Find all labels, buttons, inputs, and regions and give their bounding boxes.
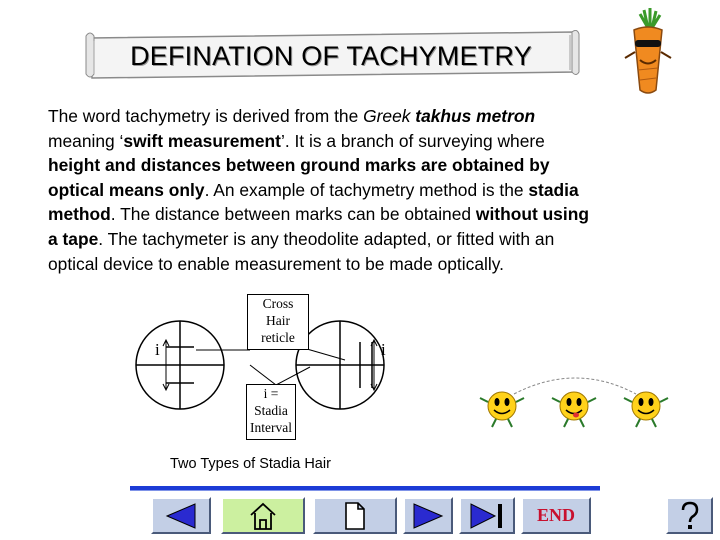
text-run: Greek <box>363 106 416 126</box>
smiley-juggler-icon <box>476 372 676 432</box>
text-run: . The distance between marks can be obtained <box>110 204 476 225</box>
help-button[interactable] <box>666 497 713 534</box>
text-run: meaning ‘ <box>48 130 124 151</box>
right-interval-label: i <box>381 340 386 359</box>
house-icon <box>247 501 279 531</box>
next-slide-button[interactable] <box>403 497 453 534</box>
callout-line: Hair <box>266 313 290 328</box>
paragraph-line <box>48 252 688 277</box>
end-button[interactable] <box>521 497 591 534</box>
left-interval-label: i <box>155 340 160 359</box>
callout-line: Interval <box>250 420 292 435</box>
end-button-label: END <box>533 505 579 526</box>
smiley-right <box>624 392 668 427</box>
text-run: method <box>48 204 111 225</box>
skip-end-icon <box>467 502 507 530</box>
title-banner <box>82 30 580 80</box>
triangle-left-icon <box>163 502 199 530</box>
stadia-hair-diagram <box>130 290 410 450</box>
carrot-mascot-icon <box>618 6 678 96</box>
text-run: . The tachymeter is any theodolite adapted, or fitted with an <box>98 228 555 249</box>
new-page-button[interactable] <box>313 497 397 534</box>
text-run: ’. It is a branch of surveying where <box>280 130 545 151</box>
page-title: DEFINATION OF TACHYMETRY <box>130 41 532 71</box>
callout-line: Stadia <box>254 403 288 418</box>
callout-line: Cross <box>262 296 294 311</box>
callout-line: i = <box>263 386 279 401</box>
page-icon <box>342 501 368 531</box>
paragraph-line <box>48 153 688 178</box>
paragraph-line <box>48 227 688 252</box>
text-run: height and distances between ground marks are obtained by <box>48 155 550 176</box>
text-run: swift measurement <box>123 130 281 151</box>
cross-hair-callout <box>247 294 309 350</box>
text-run: The word tachymetry is derived from the <box>48 106 364 126</box>
text-run: a tape <box>48 228 99 249</box>
text-run: . An example of tachymetry method is the <box>204 179 529 200</box>
paragraph-line <box>48 129 688 154</box>
home-button[interactable] <box>221 497 305 534</box>
definition-paragraph <box>48 104 688 276</box>
triangle-right-icon <box>410 502 446 530</box>
previous-slide-button[interactable] <box>151 497 211 534</box>
stadia-interval-callout <box>246 384 296 440</box>
nav-divider <box>130 486 600 491</box>
last-slide-button[interactable] <box>459 497 515 534</box>
smiley-left <box>480 392 524 427</box>
callout-line: reticle <box>261 330 295 345</box>
paragraph-line <box>48 202 688 227</box>
text-run: stadia <box>528 179 579 200</box>
question-mark-icon <box>677 501 703 531</box>
paragraph-line <box>48 178 688 203</box>
text-run: optical device to enable measurement to be made optically. <box>48 253 504 274</box>
paragraph-line <box>48 104 688 129</box>
text-run: takhus metron <box>415 106 536 126</box>
diagram-caption: Two Types of Stadia Hair <box>170 456 331 472</box>
text-run: optical means only <box>48 179 205 200</box>
text-run: without using <box>475 204 589 225</box>
smiley-center <box>552 392 596 427</box>
